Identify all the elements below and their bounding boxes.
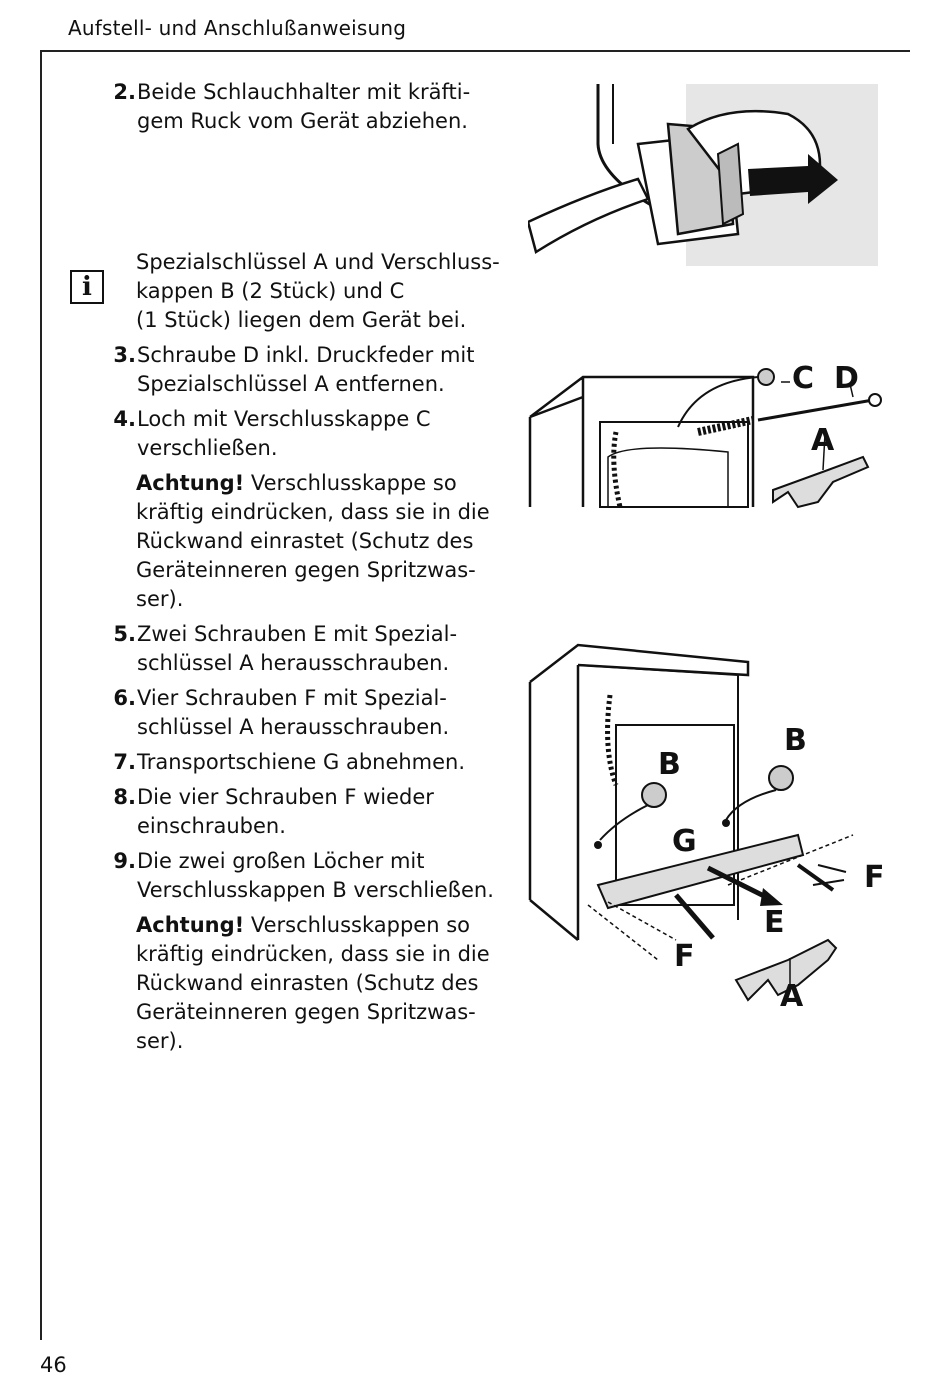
step-number: 9.: [113, 849, 136, 873]
info-i-icon: i: [70, 270, 104, 304]
step-5: [100, 620, 510, 678]
label-a: A: [811, 423, 835, 458]
step-number: 4.: [113, 407, 136, 431]
step-2: [100, 78, 510, 136]
page-header: Aufstell- und Anschlußanweisung: [68, 16, 407, 40]
label-g: G: [672, 824, 697, 859]
step-number: 5.: [113, 622, 136, 646]
step-number: 6.: [113, 686, 136, 710]
step-3: [100, 341, 510, 399]
step-text: Loch mit Verschlusskappe C verschließen.: [137, 407, 431, 460]
step-text: Zwei Schrauben E mit Spezial- schlüssel A herausschrauben.: [137, 622, 458, 675]
label-d: D: [834, 362, 859, 396]
step-text: Beide Schlauchhalter mit kräfti- gem Ruck vom Gerät abziehen.: [137, 80, 471, 133]
warning-label: Achtung!: [136, 471, 245, 495]
step-number: 2.: [113, 80, 136, 104]
warning-label: Achtung!: [136, 913, 245, 937]
label-c: C: [792, 362, 815, 396]
margin-rule: [40, 50, 42, 1340]
label-f-bottom: F: [674, 939, 695, 974]
label-f-right: F: [864, 860, 885, 895]
step-8: [100, 783, 510, 841]
label-e: E: [764, 905, 785, 940]
step-number: 3.: [113, 343, 136, 367]
figure-remove-screw: [528, 362, 888, 522]
step-text: Schraube D inkl. Druckfeder mit Spezialschlüssel A entfernen.: [137, 343, 475, 396]
figure-transport-rail: [528, 640, 888, 1020]
step-text: Vier Schrauben F mit Spezial- schlüssel A herausschrauben.: [137, 686, 450, 739]
step-7: [100, 748, 510, 777]
label-b-left: B: [658, 747, 681, 782]
step-text: Die vier Schrauben F wieder einschrauben.: [137, 785, 434, 838]
step-number: 7.: [113, 750, 136, 774]
warning-note-2: [136, 911, 510, 1056]
warning-text: Verschlusskappe so kräftig eindrücken, dass sie in die Rückwand einrastet (Schutz des Geräteinneren gegen Spritzwas- ser).: [136, 471, 490, 611]
figure-hose-holder: [528, 84, 878, 266]
step-text: Die zwei großen Löcher mit Verschlusskappen B verschließen.: [137, 849, 494, 902]
instruction-column: [100, 78, 510, 1062]
header-rule: [40, 50, 910, 52]
page-number: 46: [40, 1353, 67, 1377]
step-9: [100, 847, 510, 905]
label-a: A: [780, 979, 804, 1014]
step-number: 8.: [113, 785, 136, 809]
warning-note-1: [136, 469, 510, 614]
step-text: Transportschiene G abnehmen.: [137, 750, 466, 774]
info-note: Spezialschlüssel A und Verschluss- kappen B (2 Stück) und C (1 Stück) liegen dem Gerät bei.: [136, 250, 500, 332]
warning-text: Verschlusskappen so kräftig eindrücken, dass sie in die Rückwand einrasten (Schutz des Geräteinneren gegen Spritzwas- ser).: [136, 913, 490, 1053]
step-6: [100, 684, 510, 742]
label-b-right: B: [784, 723, 807, 758]
step-4: [100, 405, 510, 463]
